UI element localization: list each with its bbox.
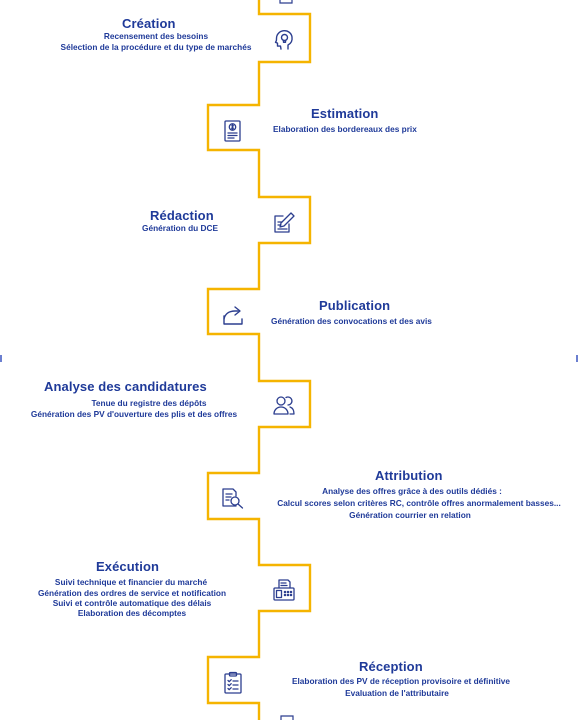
step-detail-line: Elaboration des PV de réception provisoire et définitive: [291, 676, 511, 686]
step-detail-line: Génération des convocations et des avis: [271, 316, 432, 326]
step-detail-line: Elaboration des bordereaux des prix: [273, 124, 417, 134]
step-title: Réception: [359, 659, 423, 674]
document-search-icon: [220, 485, 246, 511]
step-detail-line: Recensement des besoins: [103, 31, 209, 41]
step-title: Exécution: [96, 559, 160, 574]
step-title: Attribution: [375, 468, 443, 483]
idea-head-icon: [271, 26, 297, 52]
page-edge-mark-left: [0, 355, 2, 362]
edit-document-icon: [271, 210, 297, 236]
step-detail-line: Génération courrier en relation: [349, 510, 471, 520]
step-detail-line: Elaboration des décomptes: [77, 608, 187, 618]
step-title: Estimation: [311, 106, 379, 121]
fax-machine-icon: [271, 577, 297, 603]
step-title: Publication: [319, 298, 391, 313]
step-detail-line: Sélection de la procédure et du type de marchés: [60, 42, 252, 52]
step-detail-line: Evaluation de l'attributaire: [345, 688, 449, 698]
step-detail-line: Suivi et contrôle automatique des délais: [52, 598, 212, 608]
step-title: Analyse des candidatures: [44, 379, 207, 394]
step-detail-line: Tenue du registre des dépôts: [91, 398, 207, 408]
step-title: Création: [122, 16, 176, 31]
clipboard-icon: [220, 670, 246, 696]
connector-path: [208, 0, 310, 720]
step-detail-line: Génération des PV d'ouverture des plis et des offres: [30, 409, 238, 419]
step-detail-line: Suivi technique et financier du marché: [54, 577, 208, 587]
step-detail-line: Génération du DCE: [142, 223, 219, 233]
step-title: Rédaction: [150, 208, 214, 223]
people-icon: [271, 392, 297, 418]
step-detail-line: Génération des ordres de service et notification: [37, 588, 227, 598]
partial-icon-top: [280, 0, 292, 3]
share-icon: [220, 302, 246, 328]
step-detail-line: Calcul scores selon critères RC, contrôle offres anormalement basses...: [277, 498, 561, 508]
step-detail-line: Analyse des offres grâce à des outils dédiés :: [322, 486, 502, 496]
partial-icon-bottom: [281, 716, 293, 720]
cost-sheet-icon: [220, 118, 246, 144]
